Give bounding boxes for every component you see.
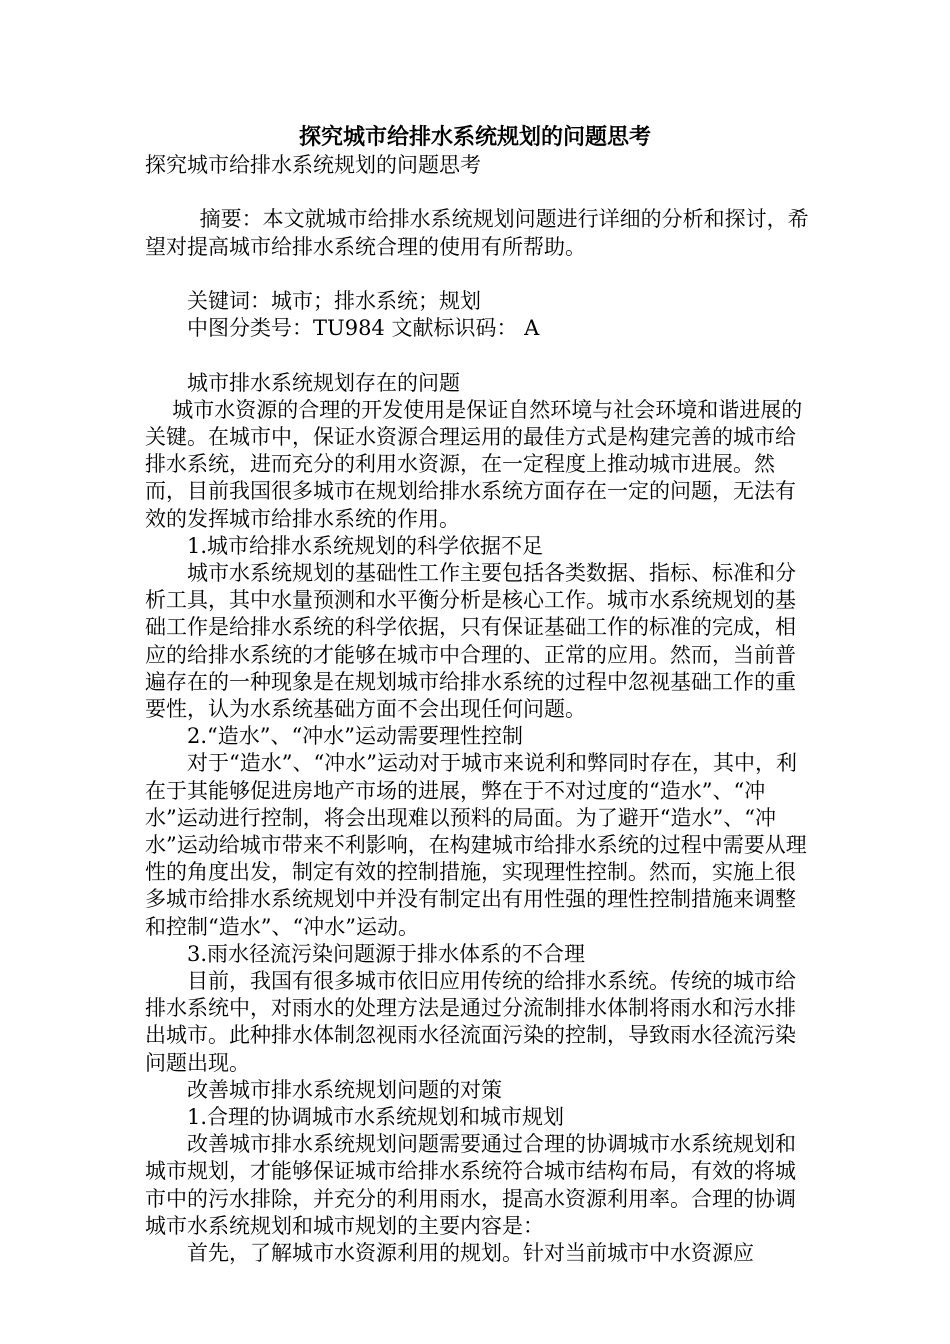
subheading-4: 1.合理的协调城市水系统规划和城市规划 — [187, 1105, 565, 1130]
subheading-3: 3.雨水径流污染问题源于排水体系的不合理 — [187, 941, 586, 966]
subheading-1: 1.城市给排水系统规划的科学依据不足 — [187, 533, 544, 558]
subheading-2: 2.“造水”、“冲水”运动需要理性控制 — [187, 724, 523, 749]
section-intro-paragraph: 城市水资源的合理的开发使用是保证自然环境与社会环境和谐进展的关键。在城市中，保证水资源合理运用的最佳方式是构建完善的城市给排水系统，进而充分的利用水资源，在一定程度上推动城市进展。然而，目前我国很多城市在规划给排水系统方面存在一定的问题，无法有效的发挥城市给排水系统的作用。 — [145, 397, 803, 531]
paragraph-4: 改善城市排水系统规划问题需要通过合理的协调城市水系统规划和城市规划，才能够保证城市给排水系统符合城市结构布局，有效的将城市中的污水排除，并充分的利用雨水，提高水资源利用率。合理的协调城市水系统规划和城市规划的主要内容是： — [145, 1132, 796, 1238]
section-heading-problems: 城市排水系统规划存在的问题 — [187, 370, 460, 395]
paragraph-1: 城市水系统规划的基础性工作主要包括各类数据、指标、标准和分析工具，其中水量预测和水平衡分析是核心工作。城市水系统规划的基础工作是给排水系统的科学依据，只有保证基础工作的标准的完成，相应的给排水系统的才能够在城市中合理的、正常的应用。然而，当前普遍存在的一种现象是在规划城市给排水系统的过程中忽视基础工作的重要性，认为水系统基础方面不会出现任何问题。 — [145, 561, 796, 722]
document-title: 探究城市给排水系统规划的问题思考 — [298, 124, 651, 150]
document-body — [145, 152, 810, 1267]
keywords-line: 关键词：城市；排水系统；规划 — [187, 288, 481, 313]
paragraph-5: 首先，了解城市水资源利用的规划。针对当前城市中水资源应 — [187, 1241, 754, 1266]
classification-line: 中图分类号：TU984 文献标识码： A — [187, 316, 540, 341]
document-subtitle: 探究城市给排水系统规划的问题思考 — [145, 153, 481, 177]
abstract-paragraph: 摘要：本文就城市给排水系统规划问题进行详细的分析和探讨，希望对提高城市给排水系统合理的使用有所帮助。 — [145, 207, 809, 259]
paragraph-2: 对于“造水”、“冲水”运动对于城市来说利和弊同时存在，其中，利在于其能够促进房地产市场的进展，弊在于不对过度的“造水”、“冲水”运动进行控制，将会出现难以预料的局面。为了避开“造水”、“冲水”运动给城市带来不利影响，在构建城市给排水系统的过程中需要从理性的角度出发，制定有效的控制措施，实现理性控制。然而，实施上很多城市给排水系统规划中并没有制定出有用性强的理性控制措施来调整和控制“造水”、“冲水”运动。 — [145, 751, 807, 939]
section-heading-countermeasures: 改善城市排水系统规划问题的对策 — [187, 1077, 502, 1102]
paragraph-3: 目前，我国有很多城市依旧应用传统的给排水系统。传统的城市给排水系统中，对雨水的处理方法是通过分流制排水体制将雨水和污水排出城市。此种排水体制忽视雨水径流面污染的控制，导致雨水径流污染问题出现。 — [145, 969, 796, 1075]
